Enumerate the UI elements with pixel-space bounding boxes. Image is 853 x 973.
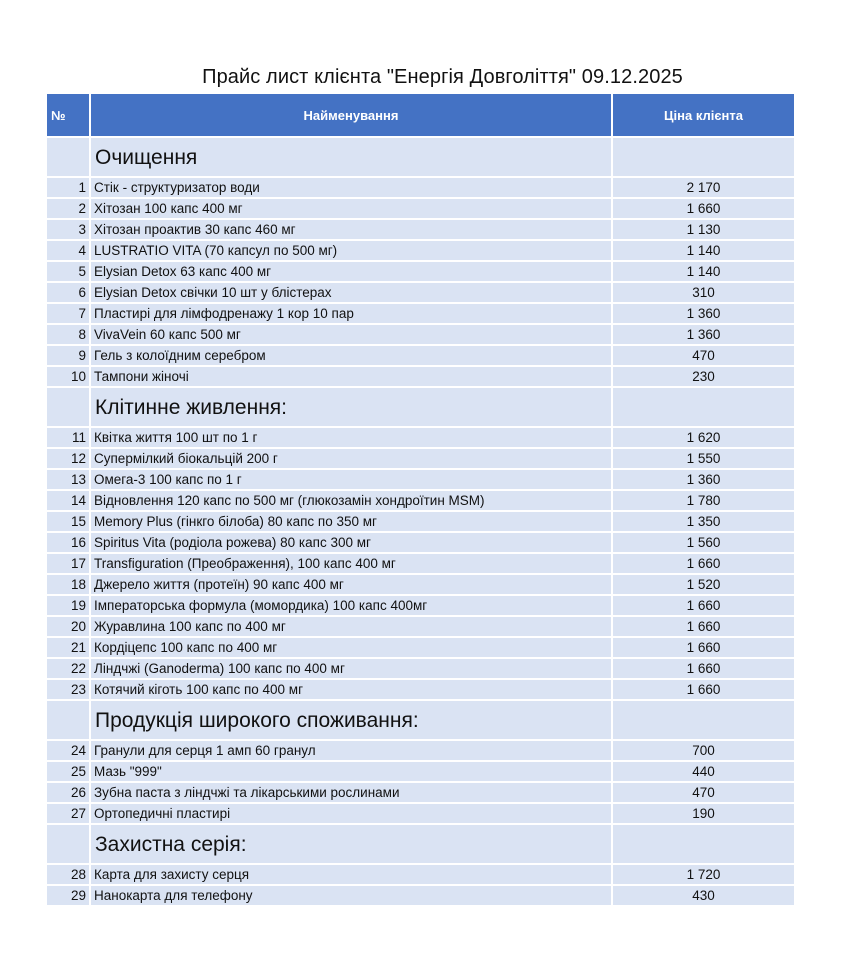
table-row	[46, 282, 795, 303]
item-number: 14	[46, 490, 90, 511]
item-price: 1 660	[612, 637, 795, 658]
item-name: VivaVein 60 капс 500 мг	[90, 324, 612, 345]
item-name: Відновлення 120 капс по 500 мг (глюкозамін хондроїтин MSM)	[90, 490, 612, 511]
category-number-cell	[46, 387, 90, 427]
item-name: Омега-3 100 капс по 1 г	[90, 469, 612, 490]
item-number: 6	[46, 282, 90, 303]
item-number: 9	[46, 345, 90, 366]
category-price-cell	[612, 387, 795, 427]
item-name: Джерело життя (протеїн) 90 капс 400 мг	[90, 574, 612, 595]
item-price: 430	[612, 885, 795, 906]
item-number: 10	[46, 366, 90, 387]
item-price: 1 130	[612, 219, 795, 240]
item-number: 19	[46, 595, 90, 616]
category-title	[90, 700, 612, 740]
item-price: 1 780	[612, 490, 795, 511]
item-price: 1 560	[612, 532, 795, 553]
table-row	[46, 427, 795, 448]
item-name: Квітка життя 100 шт по 1 г	[90, 427, 612, 448]
category-row	[46, 137, 795, 177]
category-title-text: Захистна серія:	[95, 833, 247, 856]
item-name: Стік - структуризатор води	[90, 177, 612, 198]
category-title	[90, 824, 612, 864]
item-name: Ліндчжі (Ganoderma) 100 капс по 400 мг	[90, 658, 612, 679]
item-number: 17	[46, 553, 90, 574]
item-number: 26	[46, 782, 90, 803]
price-table	[45, 94, 796, 907]
item-name: Memory Plus (гінкго білоба) 80 капс по 350 мг	[90, 511, 612, 532]
item-number: 11	[46, 427, 90, 448]
table-row	[46, 740, 795, 761]
table-row	[46, 198, 795, 219]
table-row	[46, 345, 795, 366]
item-name: Ортопедичні пластирі	[90, 803, 612, 824]
item-number: 20	[46, 616, 90, 637]
table-row	[46, 490, 795, 511]
item-price: 1 660	[612, 616, 795, 637]
item-number: 24	[46, 740, 90, 761]
item-price: 1 360	[612, 324, 795, 345]
category-title	[90, 137, 612, 177]
item-price: 1 360	[612, 469, 795, 490]
table-row	[46, 448, 795, 469]
item-number: 1	[46, 177, 90, 198]
category-title-text: Очищення	[95, 146, 198, 169]
table-row	[46, 761, 795, 782]
item-price: 190	[612, 803, 795, 824]
item-price: 230	[612, 366, 795, 387]
category-title	[90, 387, 612, 427]
table-row	[46, 303, 795, 324]
item-number: 27	[46, 803, 90, 824]
item-name: LUSTRATIO VITA (70 капсул по 500 мг)	[90, 240, 612, 261]
item-name: Кордіцепс 100 капс по 400 мг	[90, 637, 612, 658]
item-price: 1 660	[612, 679, 795, 700]
table-row	[46, 469, 795, 490]
item-price: 1 660	[612, 658, 795, 679]
item-price: 1 660	[612, 198, 795, 219]
item-name: Хітозан проактив 30 капс 460 мг	[90, 219, 612, 240]
category-title-text: Продукція широкого споживання:	[95, 709, 419, 732]
table-row	[46, 553, 795, 574]
column-header-name: Найменування	[90, 94, 612, 137]
item-name: Гель з колоїдним серебром	[90, 345, 612, 366]
item-number: 25	[46, 761, 90, 782]
table-row	[46, 324, 795, 345]
category-row	[46, 387, 795, 427]
table-row	[46, 803, 795, 824]
item-name: Нанокарта для телефону	[90, 885, 612, 906]
item-number: 22	[46, 658, 90, 679]
category-price-cell	[612, 700, 795, 740]
table-header-row	[46, 94, 795, 137]
item-number: 5	[46, 261, 90, 282]
item-name: Тампони жіночі	[90, 366, 612, 387]
item-number: 7	[46, 303, 90, 324]
item-price: 1 660	[612, 595, 795, 616]
column-header-price: Ціна клієнта	[612, 94, 795, 137]
table-row	[46, 366, 795, 387]
item-price: 1 140	[612, 261, 795, 282]
column-header-number: №	[46, 94, 90, 137]
table-row	[46, 219, 795, 240]
item-name: Пластирі для лімфодренажу 1 кор 10 пар	[90, 303, 612, 324]
item-name: Мазь "999"	[90, 761, 612, 782]
item-name: Карта для захисту серця	[90, 864, 612, 885]
item-number: 28	[46, 864, 90, 885]
table-row	[46, 616, 795, 637]
item-price: 700	[612, 740, 795, 761]
item-number: 3	[46, 219, 90, 240]
item-name: Журавлина 100 капс по 400 мг	[90, 616, 612, 637]
item-price: 1 550	[612, 448, 795, 469]
category-number-cell	[46, 700, 90, 740]
item-name: Гранули для серця 1 амп 60 гранул	[90, 740, 612, 761]
table-row	[46, 532, 795, 553]
item-number: 23	[46, 679, 90, 700]
item-number: 21	[46, 637, 90, 658]
item-price: 1 360	[612, 303, 795, 324]
item-number: 13	[46, 469, 90, 490]
table-row	[46, 885, 795, 906]
table-row	[46, 177, 795, 198]
item-price: 440	[612, 761, 795, 782]
table-row	[46, 658, 795, 679]
category-title-text: Клітинне живлення:	[95, 396, 287, 419]
item-name: Transfiguration (Преображення), 100 капс 400 мг	[90, 553, 612, 574]
document-title: Прайс лист клієнта "Енергія Довголіття" 09.12.2025	[202, 66, 683, 88]
table-row	[46, 637, 795, 658]
item-name: Elysian Detox 63 капс 400 мг	[90, 261, 612, 282]
item-number: 12	[46, 448, 90, 469]
item-name: Котячий кіготь 100 капс по 400 мг	[90, 679, 612, 700]
item-price: 1 350	[612, 511, 795, 532]
category-number-cell	[46, 137, 90, 177]
item-name: Супермілкий біокальцій 200 г	[90, 448, 612, 469]
table-row	[46, 864, 795, 885]
item-name: Spiritus Vita (родіола рожева) 80 капс 300 мг	[90, 532, 612, 553]
category-price-cell	[612, 824, 795, 864]
item-number: 4	[46, 240, 90, 261]
item-number: 29	[46, 885, 90, 906]
item-number: 8	[46, 324, 90, 345]
item-price: 1 660	[612, 553, 795, 574]
table-row	[46, 511, 795, 532]
item-price: 1 520	[612, 574, 795, 595]
item-name: Імператорська формула (момордика) 100 капс 400мг	[90, 595, 612, 616]
table-row	[46, 595, 795, 616]
item-number: 18	[46, 574, 90, 595]
table-row	[46, 261, 795, 282]
table-row	[46, 679, 795, 700]
item-price: 2 170	[612, 177, 795, 198]
item-price: 1 620	[612, 427, 795, 448]
item-price: 310	[612, 282, 795, 303]
item-price: 1 720	[612, 864, 795, 885]
item-price: 470	[612, 782, 795, 803]
category-row	[46, 700, 795, 740]
category-row	[46, 824, 795, 864]
item-name: Хітозан 100 капс 400 мг	[90, 198, 612, 219]
item-name: Elysian Detox свічки 10 шт у блістерах	[90, 282, 612, 303]
item-price: 470	[612, 345, 795, 366]
category-number-cell	[46, 824, 90, 864]
category-price-cell	[612, 137, 795, 177]
item-price: 1 140	[612, 240, 795, 261]
item-number: 15	[46, 511, 90, 532]
price-table-body	[46, 137, 795, 906]
table-row	[46, 240, 795, 261]
table-row	[46, 782, 795, 803]
table-row	[46, 574, 795, 595]
item-number: 16	[46, 532, 90, 553]
item-number: 2	[46, 198, 90, 219]
item-name: Зубна паста з ліндчжі та лікарськими рослинами	[90, 782, 612, 803]
